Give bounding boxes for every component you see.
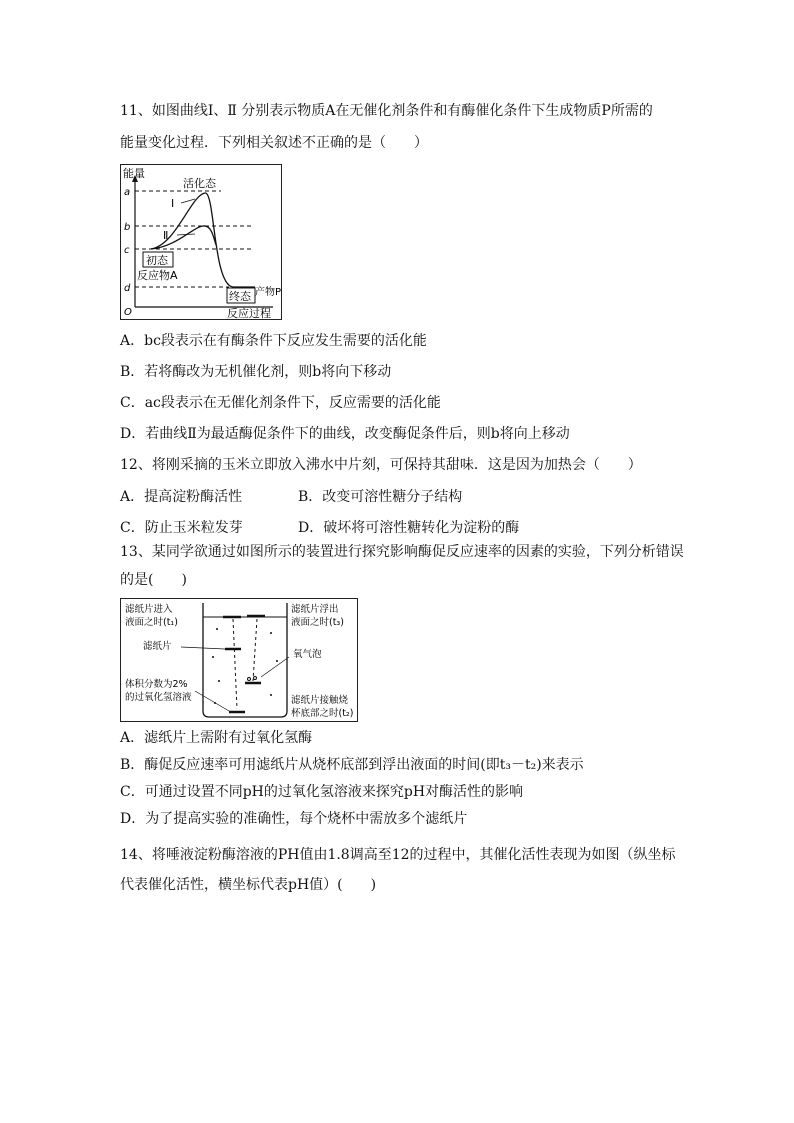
q13-bubble [254,677,257,680]
q11-y-label: 能量 [123,167,145,180]
q12-option-a: A．提高淀粉酶活性 [120,489,243,505]
q13-stem-line1: 13、某同学欲通过如图所示的装置进行探究影响酶促反应速率的因素的实验，下列分析错误 [120,544,684,560]
q11-reactant-label: 反应物A [137,269,178,282]
q13-bubble-leader [261,657,289,677]
q13-label-bubble: 氧气泡 [293,649,322,660]
q13-bubble [276,660,278,662]
q11-tick-a: a [124,187,131,198]
q13-label-solution-a: 体积分数为2% [125,679,188,690]
q11-energy-svg [121,165,281,319]
q11-final-label: 终态 [229,290,251,303]
q11-activated-label: 活化态 [183,177,216,190]
q11-stem-line1: 11、如图曲线Ⅰ、Ⅱ 分别表示物质A在无催化剂条件和有酶催化条件下生成物质P所需的 [120,103,653,119]
q13-label-t2-b: 杯底部之时(t₂) [291,708,354,719]
q11-initial-label: 初态 [146,254,168,267]
q11-tick-c: c [124,245,130,256]
q13-label-t3-b: 液面之时(t₃) [291,617,344,628]
q13-option-d: D．为了提高实验的准确性，每个烧杯中需放多个滤纸片 [120,811,468,827]
q11-product-label: 产物P [255,287,281,298]
q11-tick-d: d [124,283,131,294]
q14-stem-line2: 代表催化活性，横坐标代表pH值）( ) [120,877,377,893]
q13-sink-path [233,619,237,709]
q13-label-t2-a: 滤纸片接触烧 [291,695,349,706]
q13-apparatus-diagram [120,598,358,722]
q13-beaker [203,603,287,717]
q12-option-d: D．破坏将可溶性糖转化为淀粉的酶 [298,520,520,536]
q13-bubble [270,632,272,634]
q13-bubble [216,628,218,630]
q11-curve1-label: Ⅰ [171,197,175,210]
q13-label-t1-a: 滤纸片进入 [125,604,173,615]
q11-tick-b: b [124,222,131,233]
q13-bubble [218,680,220,682]
q13-stem-line2: 的是( ) [120,572,187,588]
q12-option-c: C．防止玉米粒发芽 [120,520,243,536]
q13-label-solution-b: 的过氧化氢溶液 [125,692,192,703]
q13-bubble [212,656,214,658]
q11-energy-diagram [120,164,282,320]
q13-solution-leader [195,691,229,711]
q13-option-c: C．可通过设置不同pH的过氧化氢溶液来探究pH对酶活性的影响 [120,784,524,800]
q13-apparatus-svg [121,599,357,721]
q11-x-label: 反应过程 [227,307,271,319]
q11-curve1-pointer [181,199,195,203]
q11-origin: O [124,307,132,318]
q11-option-a: A．bc段表示在有酶条件下反应发生需要的活化能 [120,333,427,349]
q14-stem-line1: 14、将唾液淀粉酶溶液的PH值由1.8调高至12的过程中，其催化活性表现为如图（纵坐标 [120,847,676,863]
q12-option-b: B．改变可溶性糖分子结构 [298,489,463,505]
q13-option-a: A．滤纸片上需附有过氧化氢酶 [120,730,313,746]
q11-curve2-pointer [177,234,195,235]
q13-label-t3-a: 滤纸片浮出 [291,604,339,615]
q11-stem-line2: 能量变化过程．下列相关叙述不正确的是（ ） [120,135,428,151]
q13-bubble [270,694,272,696]
q13-label-disc: 滤纸片 [143,641,172,652]
q11-option-c: C．ac段表示在无催化剂条件下，反应需要的活化能 [120,395,441,411]
q13-bubble [248,678,251,681]
q11-curve2-label: Ⅱ [163,229,169,242]
q11-option-d: D．若曲线Ⅱ为最适酶促条件下的曲线，改变酶促条件后，则b将向上移动 [120,426,570,442]
q13-rise-path [253,619,257,681]
q12-stem: 12、将刚采摘的玉米立即放入沸水中片刻，可保持其甜味．这是因为加热会（ ） [120,457,642,473]
q11-option-b: B．若将酶改为无机催化剂，则b将向下移动 [120,364,392,380]
q13-label-t1-b: 液面之时(t₁) [125,617,178,628]
q13-option-b: B．酶促反应速率可用滤纸片从烧杯底部到浮出液面的时间(即t₃－t₂)来表示 [120,757,584,773]
